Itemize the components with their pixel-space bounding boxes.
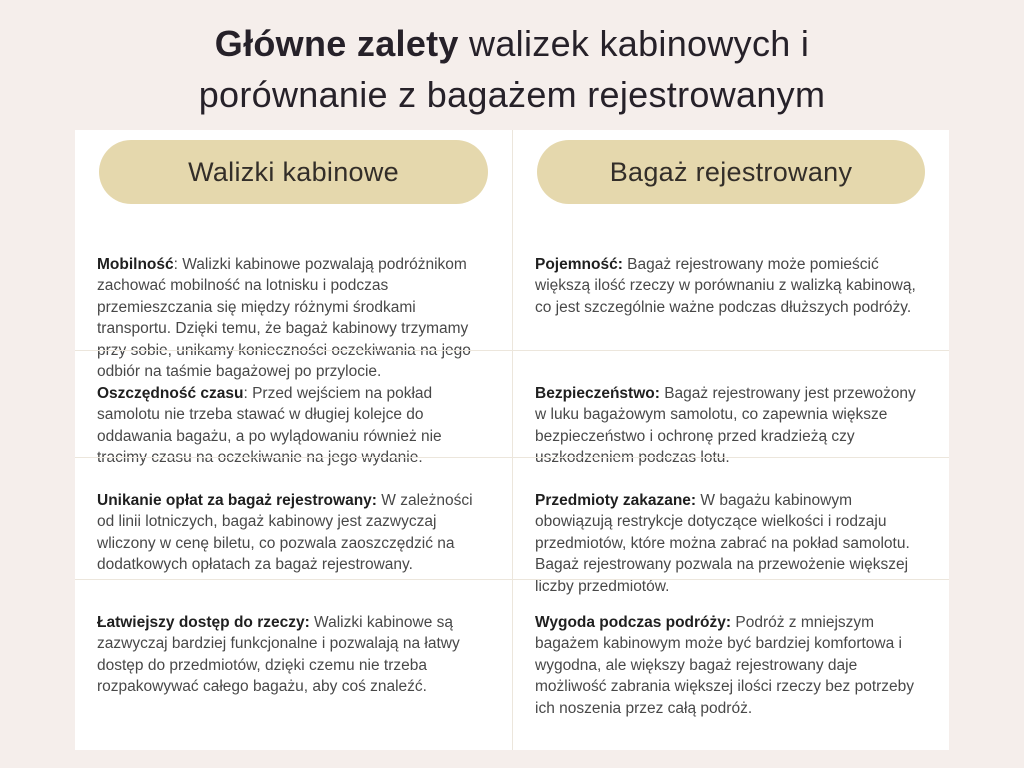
benefit-text: W zależności od linii lotniczych, bagaż kabinowy jest zazwyczaj wliczony w cenę biletu, co pozwala zaoszczędzić na dodatkowych opłatach za bagaż rejestrowany. — [97, 491, 473, 573]
comparison-card — [75, 130, 949, 750]
benefit-cell — [512, 350, 949, 466]
benefit-text: : Walizki kabinowe pozwalają podróżnikom zachować mobilność na lotnisku i podczas przemieszczania się między różnymi środkami transportu. Dzięki temu, że bagaż kabinowy trzymamy przy sobie, unikamy konieczności oczekiwania na jego odbiór na taśmie bagażowej po przylocie. — [97, 255, 471, 380]
header-cell-checked — [512, 130, 949, 222]
benefit-cell — [75, 350, 512, 466]
benefit-text: : Przed wejściem na pokład samolotu nie trzeba stawać w długiej kolejce do oddawania bagażu, a po wylądowaniu również nie tracimy czasu na oczekiwanie na jego wydanie. — [97, 384, 442, 466]
benefit-label: Unikanie opłat za bagaż rejestrowany: — [97, 491, 377, 509]
benefit-cell — [75, 579, 512, 750]
benefit-text: Bagaż rejestrowany może pomieścić większą ilość rzeczy w porównaniu z walizką kabinową, co jest szczególnie ważne podczas dłuższych podróży. — [535, 255, 916, 316]
benefit-item — [75, 367, 512, 469]
benefit-label: Mobilność — [97, 255, 174, 273]
header-pill-checked: Bagaż rejestrowany — [537, 140, 925, 204]
benefit-label: Przedmioty zakazane: — [535, 491, 697, 509]
benefit-cell — [75, 222, 512, 380]
benefit-label: Pojemność: — [535, 255, 623, 273]
benefit-cell — [512, 579, 949, 750]
title-emphasis: Główne zalety — [214, 23, 459, 64]
benefit-label: Oszczędność czasu — [97, 384, 244, 402]
benefit-item — [513, 596, 949, 720]
benefit-item — [75, 474, 512, 576]
benefit-text: Podróż z mniejszym bagażem kabinowym może być bardziej komfortowa i wygodna, ale większy bagaż rejestrowany daje możliwość zabrania większej ilości rzeczy bez potrzeby ich noszenia przez całą podróż. — [535, 613, 915, 717]
benefit-text: Bagaż rejestrowany jest przewożony w luku bagażowym samolotu, co zapewnia większe bezpieczeństwo i ochronę przed kradzieżą czy uszkodzeniem podczas lotu. — [535, 384, 916, 466]
benefit-cell — [512, 222, 949, 350]
benefit-label: Łatwiejszy dostęp do rzeczy: — [97, 613, 310, 631]
benefit-label: Wygoda podczas podróży: — [535, 613, 732, 631]
header-cell-cabin — [75, 130, 512, 222]
benefit-item — [513, 238, 949, 319]
benefit-text: Walizki kabinowe są zazwyczaj bardziej funkcjonalne i pozwalają na łatwy dostęp do przedmiotów, dzięki czemu nie trzeba rozpakowywać całego bagażu, aby coś znaleźć. — [97, 613, 460, 695]
benefit-text: W bagażu kabinowym obowiązują restrykcje dotyczące wielkości i rodzaju przedmiotów, które można zabrać na pokład samolotu. Bagaż rejestrowany pozwala na przewożenie większej liczby przedmiotów. — [535, 491, 910, 595]
page-title — [0, 18, 1024, 120]
benefit-label: Bezpieczeństwo: — [535, 384, 660, 402]
benefit-cell — [75, 457, 512, 579]
header-pill-cabin: Walizki kabinowe — [99, 140, 488, 204]
benefit-item — [513, 367, 949, 469]
benefit-item — [75, 596, 512, 698]
title-rest: walizek kabinowych i porównanie z bagażem rejestrowanym — [198, 23, 826, 116]
benefit-cell — [512, 457, 949, 595]
